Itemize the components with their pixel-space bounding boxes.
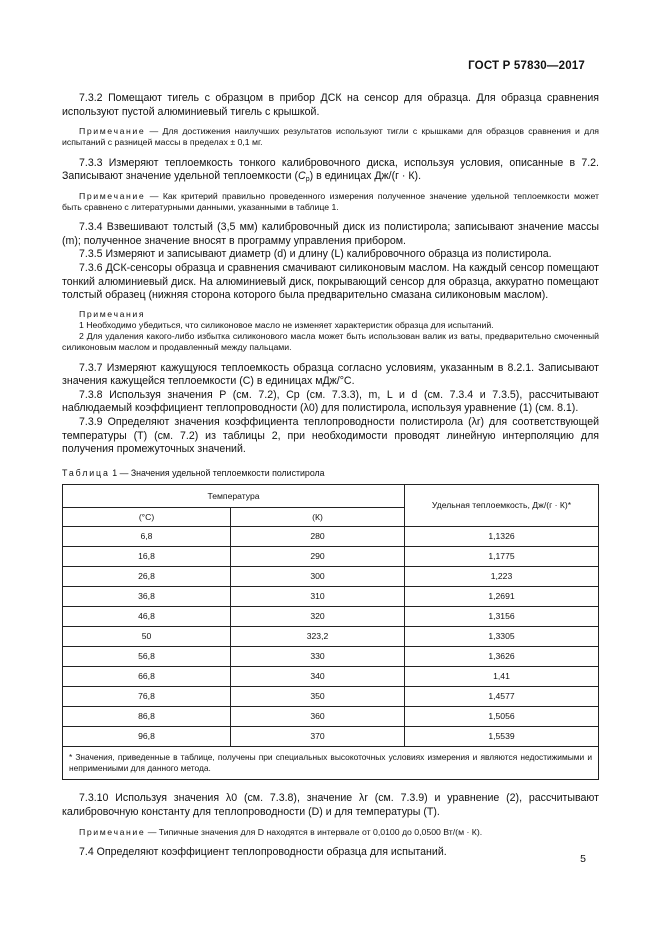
cell-specific-heat: 1,5539	[405, 726, 599, 746]
cell-kelvin: 300	[231, 566, 405, 586]
note-text: — Как критерий правильно проведенного измерения полученное значение удельной теплоемкости может быть сравнено с литературными данными, указанными в таблице 1.	[62, 190, 599, 212]
cell-kelvin: 280	[231, 526, 405, 546]
paragraph-7-3-2: 7.3.2 Помещают тигель с образцом в прибор ДСК на сенсор для образца. Для образца сравнения используют пустой алюминиевый тигель с крышкой.	[62, 92, 599, 118]
table-row	[63, 686, 599, 706]
cell-specific-heat: 1,3626	[405, 646, 599, 666]
cell-celsius: 16,8	[63, 546, 231, 566]
cell-celsius: 6,8	[63, 526, 231, 546]
table-row	[63, 606, 599, 626]
header-celsius: (°С)	[63, 507, 231, 526]
notes-heading: Примечания	[79, 308, 146, 319]
cell-kelvin: 320	[231, 606, 405, 626]
note-1	[62, 126, 599, 148]
note-label: Примечание	[79, 826, 146, 837]
paragraph-7-3-6: 7.3.6 ДСК-сенсоры образца и сравнения смачивают силиконовым маслом. На каждый сенсор помещают тонкий алюминиевый диск. На алюминиевый диск, покрывающий сенсор для образца, аккуратно помещают толстый образец (нижняя сторона которого была предварительно смазана силиконовым маслом).	[62, 261, 599, 302]
cell-kelvin: 340	[231, 666, 405, 686]
note-text: — Для достижения наилучших результатов используют тигли с крышками для образцов сравнения и для испытаний с разницей массы в пределах ± 0,1 мг.	[62, 126, 599, 148]
note-3	[62, 827, 599, 838]
cell-celsius: 46,8	[63, 606, 231, 626]
cell-celsius: 86,8	[63, 706, 231, 726]
cell-celsius: 36,8	[63, 586, 231, 606]
paragraph-7-3-10: 7.3.10 Используя значения λ0 (см. 7.3.8), значение λr (см. 7.3.9) и уравнение (2), рассчитывают калибровочную константу для теплопроводности (D) и для температуры (T).	[62, 792, 599, 818]
table-row	[63, 726, 599, 746]
cell-celsius: 96,8	[63, 726, 231, 746]
cell-kelvin: 310	[231, 586, 405, 606]
cell-specific-heat: 1,1775	[405, 546, 599, 566]
cell-kelvin: 350	[231, 686, 405, 706]
header-specific-heat: Удельная теплоемкость, Дж/(г · К)*	[405, 484, 599, 526]
paragraph-7-3-9: 7.3.9 Определяют значения коэффициента теплопроводности полистирола (λr) для соответствующей температуры (T) (см. 7.2) из таблицы 2, при необходимости проводят линейную интерполяцию для получения промежуточных значений.	[62, 415, 599, 456]
paragraph-7-3-3	[62, 157, 599, 184]
table-row	[63, 546, 599, 566]
cell-specific-heat: 1,223	[405, 566, 599, 586]
cell-kelvin: 370	[231, 726, 405, 746]
cell-specific-heat: 1,4577	[405, 686, 599, 706]
cell-specific-heat: 1,3156	[405, 606, 599, 626]
table-caption	[62, 468, 599, 478]
paragraph-7-3-8: 7.3.8 Используя значения P (см. 7.2), Cp (см. 7.3.3), m, L и d (см. 7.3.4 и 7.3.5), рассчитывают наблюдаемый коэффициент теплопроводности (λ0) для полистирола, используя уравнение (1) (см. 8.1).	[62, 388, 599, 415]
cell-kelvin: 360	[231, 706, 405, 726]
table-row	[63, 646, 599, 666]
table-row	[63, 706, 599, 726]
note-item-2: 2 Для удаления какого-либо избытка силиконового масла может быть использован валик из ваты, предварительно смоченный силиконовым маслом и продавленный между пальцами.	[62, 331, 599, 353]
table-footnote: * Значения, приведенные в таблице, получены при специальных высокоточных условиях измерения и являются недостижимыми и непримениыми для данного метода.	[63, 746, 599, 780]
cell-specific-heat: 1,41	[405, 666, 599, 686]
table-row	[63, 666, 599, 686]
paragraph-text: ) в единицах Дж/(г · К).	[309, 170, 422, 183]
table-caption-text: 1 — Значения удельной теплоемкости полистирола	[109, 467, 325, 478]
table-row	[63, 526, 599, 546]
note-item-1: 1 Необходимо убедиться, что силиконовое масло не изменяет характеристик образца для испытаний.	[79, 319, 494, 330]
cell-specific-heat: 1,5056	[405, 706, 599, 726]
cell-specific-heat: 1,2691	[405, 586, 599, 606]
note-label: Примечание	[79, 126, 146, 137]
cell-celsius: 26,8	[63, 566, 231, 586]
cell-kelvin: 323,2	[231, 626, 405, 646]
cell-celsius: 50	[63, 626, 231, 646]
table-caption-label: Таблица	[62, 467, 110, 478]
page-content	[62, 92, 599, 859]
cell-kelvin: 290	[231, 546, 405, 566]
cell-celsius: 76,8	[63, 686, 231, 706]
paragraph-text: 7.3.3 Измеряют теплоемкость тонкого калибровочного диска, используя условия, описанные в 7.2. Записывают значение удельной теплоемкости (	[62, 156, 599, 183]
paragraph-7-4: 7.4 Определяют коэффициент теплопроводности образца для испытаний.	[79, 845, 447, 858]
paragraph-7-3-5: 7.3.5 Измеряют и записывают диаметр (d) и длину (L) калибровочного образца из полистирола.	[79, 248, 552, 261]
cell-kelvin: 330	[231, 646, 405, 666]
cp-subscript: p	[305, 176, 310, 184]
table-row	[63, 626, 599, 646]
standard-header: ГОСТ Р 57830—2017	[468, 60, 585, 72]
cp-symbol: C	[298, 170, 306, 183]
paragraph-7-3-4: 7.3.4 Взвешивают толстый (3,5 мм) калибровочный диск из полистирола; записывают значение массы (m); полученное значение вносят в программу управления прибором.	[62, 221, 599, 247]
page-number: 5	[580, 853, 586, 865]
cell-specific-heat: 1,1326	[405, 526, 599, 546]
note-label: Примечание	[79, 190, 146, 201]
cell-celsius: 66,8	[63, 666, 231, 686]
table-row	[63, 566, 599, 586]
paragraph-7-3-7: 7.3.7 Измеряют кажущуюся теплоемкость образца согласно условиям, указанным в 8.2.1. Записывают значения кажущейся теплоемкости (C) в единицах мДж/°С.	[62, 361, 599, 388]
header-kelvin: (К)	[231, 507, 405, 526]
table-body	[63, 526, 599, 746]
table-row	[63, 586, 599, 606]
note-2	[62, 191, 599, 213]
cell-celsius: 56,8	[63, 646, 231, 666]
header-temperature: Температура	[63, 484, 405, 507]
specific-heat-table	[62, 484, 599, 781]
cell-specific-heat: 1,3305	[405, 626, 599, 646]
note-text: — Типичные значения для D находятся в интервале от 0,0100 до 0,0500 Вт/(м · К).	[145, 826, 483, 837]
